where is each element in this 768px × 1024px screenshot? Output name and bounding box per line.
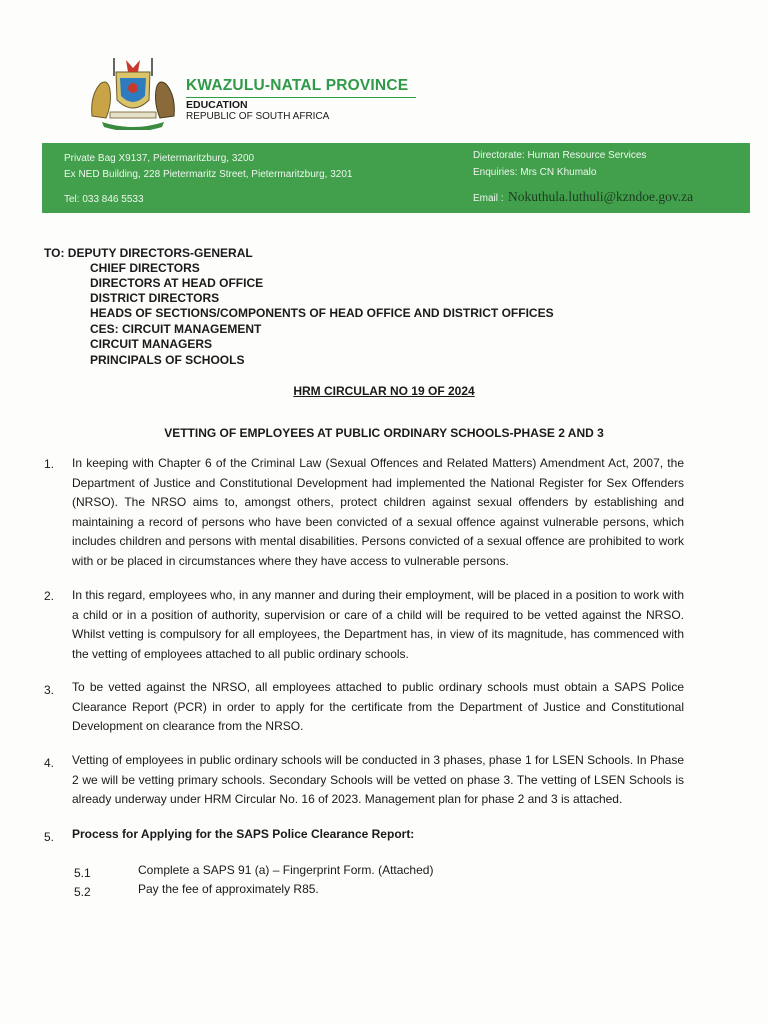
paragraph-text: To be vetted against the NRSO, all employees attached to public ordinary schools must obtain a SAPS Police Clearance Report (PCR) in order to apply for the certificate from the Department of Justice and Constitutional Development on clearance from the NRSO. <box>72 680 684 733</box>
directorate: Directorate: Human Resource Services <box>473 150 647 161</box>
recipient-item: DISTRICT DIRECTORS <box>90 291 220 305</box>
circular-subject: VETTING OF EMPLOYEES AT PUBLIC ORDINARY SCHOOLS-PHASE 2 AND 3 <box>164 426 604 440</box>
recipient-item: PRINCIPALS OF SCHOOLS <box>90 353 245 367</box>
postal-address: Private Bag X9137, Pietermaritzburg, 3200 <box>64 153 255 164</box>
recipient-item: CHIEF DIRECTORS <box>90 261 200 275</box>
sub-item-text: Complete a SAPS 91 (a) – Fingerprint Form. (Attached) <box>138 863 434 877</box>
recipient-item: CES: CIRCUIT MANAGEMENT <box>90 322 262 336</box>
paragraph-number: 5. <box>44 830 55 844</box>
recipients-label: TO: DEPUTY DIRECTORS-GENERAL <box>44 246 253 260</box>
paragraph-number: 1. <box>44 457 55 471</box>
sub-item-number: 5.1 <box>74 866 91 880</box>
recipient-item: DIRECTORS AT HEAD OFFICE <box>90 276 264 290</box>
paragraph-number: 4. <box>44 756 55 770</box>
paragraph-text: In this regard, employees who, in any manner and during their employment, will be placed in a position to work with a child or in a position of authority, supervision or care of a child will be required to be vetted against the NRSO. Whilst vetting is compulsory for all employees, the Department has, in view of its magnitude, has commenced with the vetting of employees attached to all public ordinary schools. <box>72 588 684 661</box>
paragraph-text: Vetting of employees in public ordinary schools will be conducted in 3 phases, phase 1 for LSEN Schools. In Phase 2 we will be vetting primary schools. Secondary Schools will be vetted on phase 3. The vetting of LSEN Schools is already underway under HRM Circular No. 16 of 2023. Management plan for phase 2 and 3 is attached. <box>72 753 684 806</box>
recipient-item: CIRCUIT MANAGERS <box>90 337 212 351</box>
telephone: Tel: 033 846 5533 <box>64 194 144 205</box>
paragraph-text: In keeping with Chapter 6 of the Criminal Law (Sexual Offences and Related Matters) Amendment Act, 2007, the Department of Justice and Constitutional Development had implemented the National Register for Sex Offenders (NRSO). The NRSO aims to, amongst others, protect children against sexual offenders by establishing and maintaining a record of persons who have been convicted of a sexual offence against vulnerable persons, which includes children and persons with mental disabilities. Persons convicted of a sexual offence are prohibited to work with or be placed in circumstances where they have access to vulnerable persons. <box>72 456 684 568</box>
recipient-item: HEADS OF SECTIONS/COMPONENTS OF HEAD OFFICE AND DISTRICT OFFICES <box>90 306 554 320</box>
department-name: EDUCATION <box>186 99 248 111</box>
contact-band <box>42 143 750 213</box>
enquiries: Enquiries: Mrs CN Khumalo <box>473 167 597 178</box>
country-name: REPUBLIC OF SOUTH AFRICA <box>186 111 330 122</box>
sub-item-number: 5.2 <box>74 885 91 899</box>
sub-item-text: Pay the fee of approximately R85. <box>138 882 319 896</box>
title-divider <box>186 97 416 98</box>
email-label: Email : <box>473 193 504 204</box>
paragraph-number: 2. <box>44 589 55 603</box>
section-heading: Process for Applying for the SAPS Police Clearance Report: <box>72 827 415 841</box>
circular-number: HRM CIRCULAR NO 19 OF 2024 <box>293 384 475 398</box>
province-title: KWAZULU-NATAL PROVINCE <box>186 77 409 94</box>
email-address[interactable]: Nokuthula.luthuli@kzndoe.gov.za <box>508 189 694 204</box>
kzn-coat-of-arms <box>86 56 180 130</box>
paragraph-number: 3. <box>44 683 55 697</box>
street-address: Ex NED Building, 228 Pietermaritz Street, Pietermaritzburg, 3201 <box>64 169 353 180</box>
